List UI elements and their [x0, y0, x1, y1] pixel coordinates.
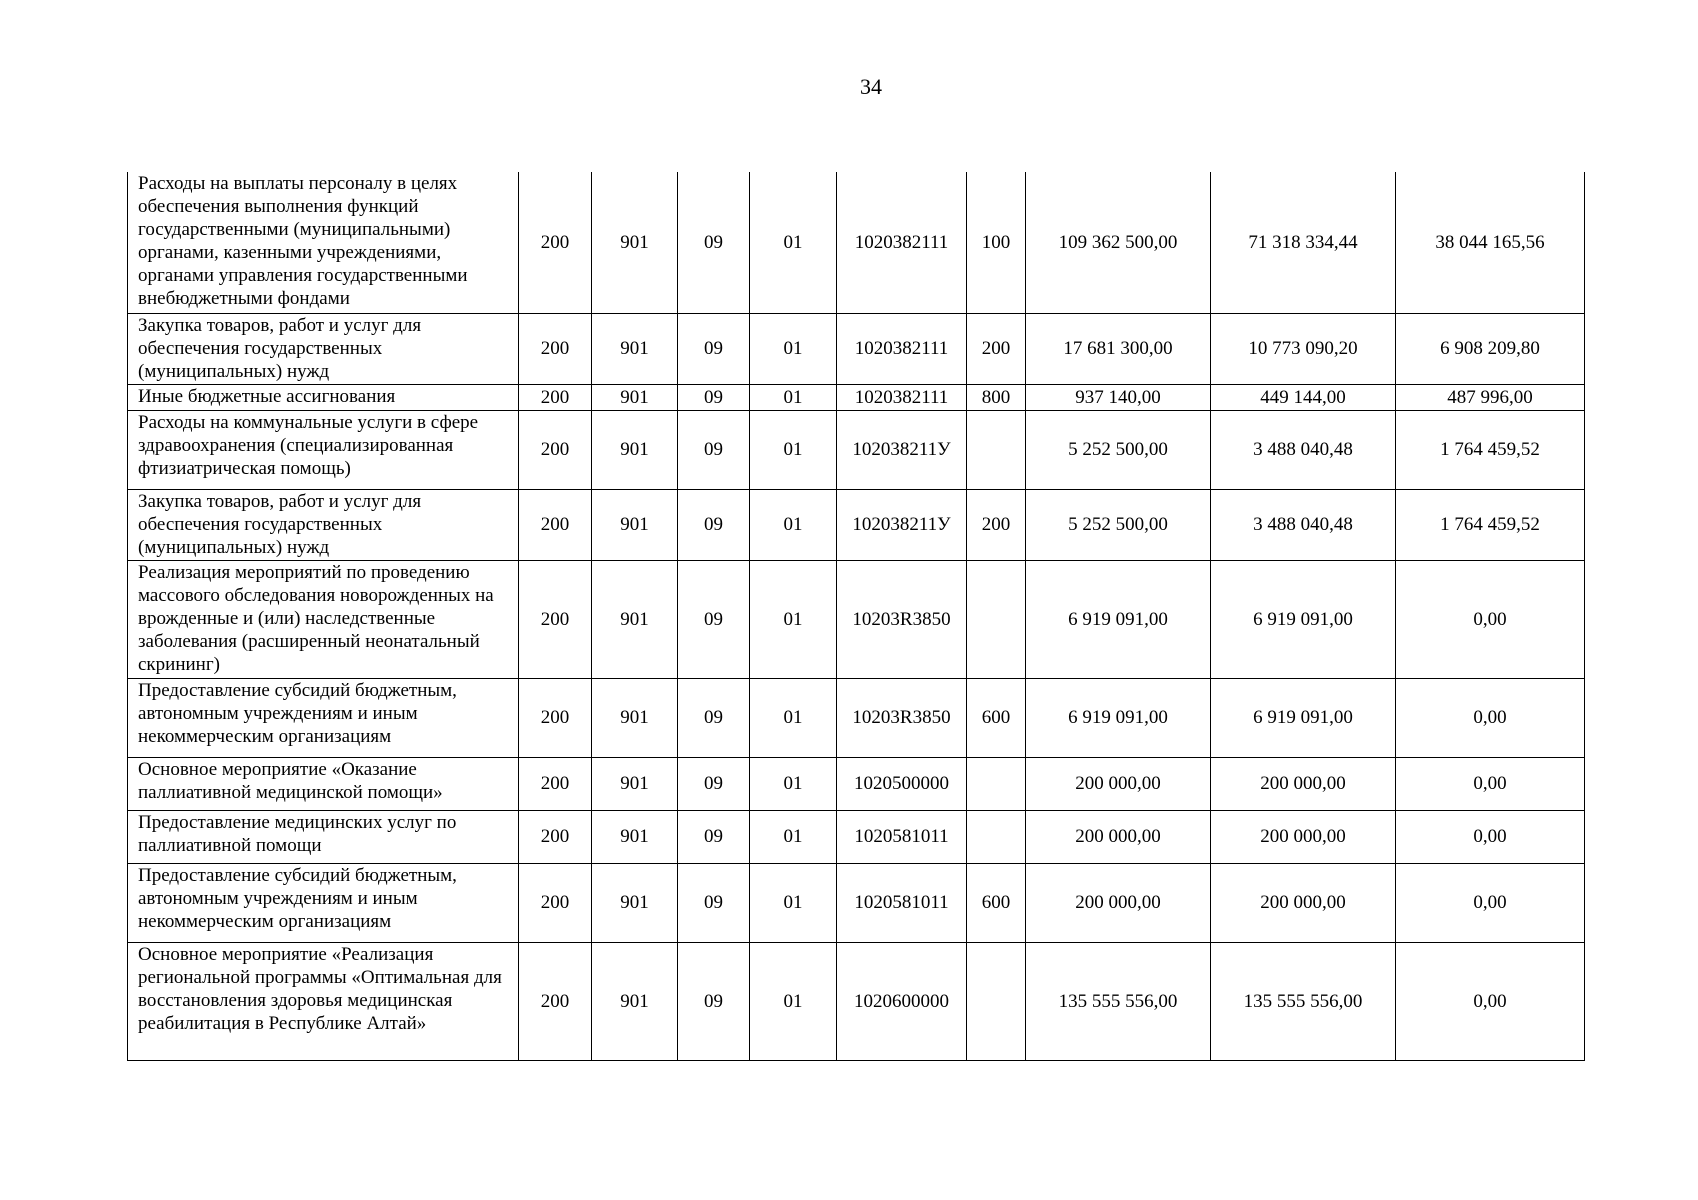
row-col4-cell: 01 [750, 489, 837, 560]
row-col2-cell: 901 [592, 313, 678, 384]
row-col3-cell: 09 [678, 313, 750, 384]
row-col2-cell: 901 [592, 757, 678, 810]
row-amount1-cell: 135 555 556,00 [1026, 942, 1211, 1060]
row-amount3-cell: 1 764 459,52 [1396, 410, 1585, 489]
row-name-cell: Закупка товаров, работ и услуг для обеспечения государственных (муниципальных) нужд [128, 489, 519, 560]
row-name-cell: Предоставление субсидий бюджетным, автономным учреждениям и иным некоммерческим организациям [128, 678, 519, 757]
row-col3-cell: 09 [678, 384, 750, 410]
row-col1-cell: 200 [519, 172, 592, 313]
row-col3-cell: 09 [678, 863, 750, 942]
row-col4-cell: 01 [750, 560, 837, 678]
row-type-cell [967, 757, 1026, 810]
row-code-cell: 10203R3850 [837, 560, 967, 678]
row-col3-cell: 09 [678, 489, 750, 560]
row-name-cell: Основное мероприятие «Оказание паллиативной медицинской помощи» [128, 757, 519, 810]
row-type-cell: 200 [967, 489, 1026, 560]
row-type-cell: 100 [967, 172, 1026, 313]
row-amount2-cell: 3 488 040,48 [1211, 489, 1396, 560]
page-number: 34 [860, 74, 882, 99]
row-col2-cell: 901 [592, 384, 678, 410]
row-code-cell: 1020581011 [837, 863, 967, 942]
row-amount2-cell: 6 919 091,00 [1211, 560, 1396, 678]
row-amount2-cell: 200 000,00 [1211, 810, 1396, 863]
row-amount3-cell: 1 764 459,52 [1396, 489, 1585, 560]
table-row [128, 560, 1585, 678]
row-amount1-cell: 200 000,00 [1026, 863, 1211, 942]
row-name-cell: Закупка товаров, работ и услуг для обеспечения государственных (муниципальных) нужд [128, 313, 519, 384]
row-col2-cell: 901 [592, 489, 678, 560]
row-code-cell: 102038211У [837, 489, 967, 560]
row-col4-cell: 01 [750, 678, 837, 757]
row-col1-cell: 200 [519, 560, 592, 678]
row-amount2-cell: 200 000,00 [1211, 757, 1396, 810]
row-col3-cell: 09 [678, 810, 750, 863]
row-col4-cell: 01 [750, 313, 837, 384]
table-row [128, 489, 1585, 560]
row-amount1-cell: 6 919 091,00 [1026, 678, 1211, 757]
row-amount3-cell: 0,00 [1396, 678, 1585, 757]
row-col3-cell: 09 [678, 172, 750, 313]
row-col1-cell: 200 [519, 863, 592, 942]
row-amount2-cell: 200 000,00 [1211, 863, 1396, 942]
row-code-cell: 1020500000 [837, 757, 967, 810]
table-row [128, 942, 1585, 1060]
row-col1-cell: 200 [519, 410, 592, 489]
row-type-cell [967, 560, 1026, 678]
row-amount2-cell: 135 555 556,00 [1211, 942, 1396, 1060]
row-col1-cell: 200 [519, 942, 592, 1060]
row-col2-cell: 901 [592, 863, 678, 942]
row-amount1-cell: 200 000,00 [1026, 757, 1211, 810]
row-type-cell: 600 [967, 863, 1026, 942]
row-code-cell: 1020382111 [837, 384, 967, 410]
row-col1-cell: 200 [519, 313, 592, 384]
row-type-cell: 200 [967, 313, 1026, 384]
row-col1-cell: 200 [519, 810, 592, 863]
row-name-cell: Расходы на коммунальные услуги в сфере здравоохранения (специализированная фтизиатрическая помощь) [128, 410, 519, 489]
row-amount1-cell: 17 681 300,00 [1026, 313, 1211, 384]
row-name-cell: Основное мероприятие «Реализация региональной программы «Оптимальная для восстановления здоровья медицинская реабилитация в Республике Алтай» [128, 942, 519, 1060]
table-row [128, 313, 1585, 384]
row-amount1-cell: 6 919 091,00 [1026, 560, 1211, 678]
row-col2-cell: 901 [592, 810, 678, 863]
row-code-cell: 1020382111 [837, 172, 967, 313]
row-col3-cell: 09 [678, 678, 750, 757]
table-row [128, 678, 1585, 757]
row-col3-cell: 09 [678, 410, 750, 489]
row-col4-cell: 01 [750, 172, 837, 313]
row-col4-cell: 01 [750, 757, 837, 810]
table-row [128, 172, 1585, 313]
row-type-cell: 800 [967, 384, 1026, 410]
row-amount2-cell: 449 144,00 [1211, 384, 1396, 410]
row-amount2-cell: 10 773 090,20 [1211, 313, 1396, 384]
row-col2-cell: 901 [592, 410, 678, 489]
row-col2-cell: 901 [592, 560, 678, 678]
row-col1-cell: 200 [519, 757, 592, 810]
row-amount3-cell: 0,00 [1396, 810, 1585, 863]
row-col1-cell: 200 [519, 678, 592, 757]
table-row [128, 757, 1585, 810]
row-col4-cell: 01 [750, 942, 837, 1060]
row-col4-cell: 01 [750, 410, 837, 489]
row-name-cell: Расходы на выплаты персоналу в целях обеспечения выполнения функций государственными (муниципальными) органами, казенными учреждениями, органами управления государственными внебюджетными фондами [128, 172, 519, 313]
table-row [128, 863, 1585, 942]
row-name-cell: Предоставление медицинских услуг по паллиативной помощи [128, 810, 519, 863]
row-col3-cell: 09 [678, 757, 750, 810]
row-name-cell: Реализация мероприятий по проведению массового обследования новорожденных на врожденные и (или) наследственные заболевания (расширенный неонатальный скрининг) [128, 560, 519, 678]
row-col2-cell: 901 [592, 172, 678, 313]
row-code-cell: 10203R3850 [837, 678, 967, 757]
row-amount3-cell: 0,00 [1396, 942, 1585, 1060]
row-code-cell: 1020581011 [837, 810, 967, 863]
row-col1-cell: 200 [519, 384, 592, 410]
row-amount3-cell: 0,00 [1396, 757, 1585, 810]
row-code-cell: 1020600000 [837, 942, 967, 1060]
row-name-cell: Иные бюджетные ассигнования [128, 384, 519, 410]
row-amount2-cell: 6 919 091,00 [1211, 678, 1396, 757]
row-col4-cell: 01 [750, 863, 837, 942]
row-code-cell: 1020382111 [837, 313, 967, 384]
row-amount3-cell: 0,00 [1396, 863, 1585, 942]
row-col2-cell: 901 [592, 942, 678, 1060]
row-col4-cell: 01 [750, 810, 837, 863]
row-type-cell [967, 942, 1026, 1060]
row-col2-cell: 901 [592, 678, 678, 757]
table-row [128, 384, 1585, 410]
table-body [128, 172, 1585, 1060]
row-col3-cell: 09 [678, 560, 750, 678]
row-col3-cell: 09 [678, 942, 750, 1060]
row-amount1-cell: 5 252 500,00 [1026, 489, 1211, 560]
budget-table [127, 172, 1585, 1061]
row-col1-cell: 200 [519, 489, 592, 560]
row-amount1-cell: 5 252 500,00 [1026, 410, 1211, 489]
table-row [128, 810, 1585, 863]
row-amount3-cell: 487 996,00 [1396, 384, 1585, 410]
row-amount1-cell: 200 000,00 [1026, 810, 1211, 863]
row-amount2-cell: 3 488 040,48 [1211, 410, 1396, 489]
row-type-cell: 600 [967, 678, 1026, 757]
row-amount1-cell: 109 362 500,00 [1026, 172, 1211, 313]
row-amount1-cell: 937 140,00 [1026, 384, 1211, 410]
row-amount3-cell: 6 908 209,80 [1396, 313, 1585, 384]
row-type-cell [967, 810, 1026, 863]
row-type-cell [967, 410, 1026, 489]
row-amount2-cell: 71 318 334,44 [1211, 172, 1396, 313]
row-amount3-cell: 0,00 [1396, 560, 1585, 678]
row-code-cell: 102038211У [837, 410, 967, 489]
row-col4-cell: 01 [750, 384, 837, 410]
table-row [128, 410, 1585, 489]
row-amount3-cell: 38 044 165,56 [1396, 172, 1585, 313]
row-name-cell: Предоставление субсидий бюджетным, автономным учреждениям и иным некоммерческим организациям [128, 863, 519, 942]
